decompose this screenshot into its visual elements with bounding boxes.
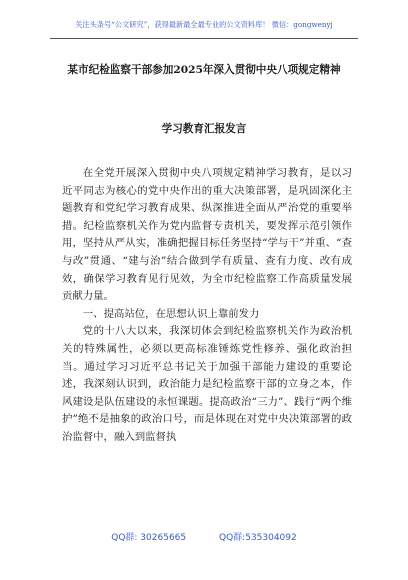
header-divider	[50, 38, 358, 39]
section-heading: 一、提高站位，在思想认识上靠前发力	[82, 307, 260, 320]
paragraph: 在全党开展深入贯彻中央八项规定精神学习教育，是以习近平同志为核心的党中央作出的重大决策部署，是巩固深化主题教育和党纪学习教育成果、纵深推进全面从严治党的重要举措。纪检监察机关作为党内监督专责机关，要发挥示范引领作用，坚持从严从实，准确把握目标任务坚持“学与干”并重、“查与改”贯通、“建与治”结合做到学有质量、查有力度、改有成效，确保学习教育见行见效，为全市纪检监察工作高质量发展贡献力量。	[62, 167, 352, 303]
header-promo-text: 关注头条号“公文研究”，获得最新最全最专业的公文资料库！ 微信：gongwenyj	[75, 20, 333, 29]
footer-contact	[50, 530, 358, 543]
document-title: 某市纪检监察干部参加2025年深入贯彻中央八项规定精神	[67, 64, 341, 76]
footer-qq-group-2: QQ群:535304092	[219, 533, 297, 543]
document-subtitle: 学习教育汇报发言	[161, 123, 247, 135]
paragraph: 党的十八大以来，我深切体会到纪检监察机关作为政治机关的特殊属性，必须以更高标准锤炼党性修养、强化政治担当。通过学习习近平总书记关于加强干部能力建设的重要论述，我深刻认识到，政治能力是纪检监察干部的立身之本，作风建设是队伍建设的永恒课题。提高政治“三力”、践行“两个维护”绝不是抽象的政治口号，而是体现在对党中央决策部署的政治监督中，融入到监督执	[62, 325, 352, 443]
document-body	[62, 165, 352, 447]
footer-qq-group-1: QQ群: 30265665	[111, 533, 187, 543]
